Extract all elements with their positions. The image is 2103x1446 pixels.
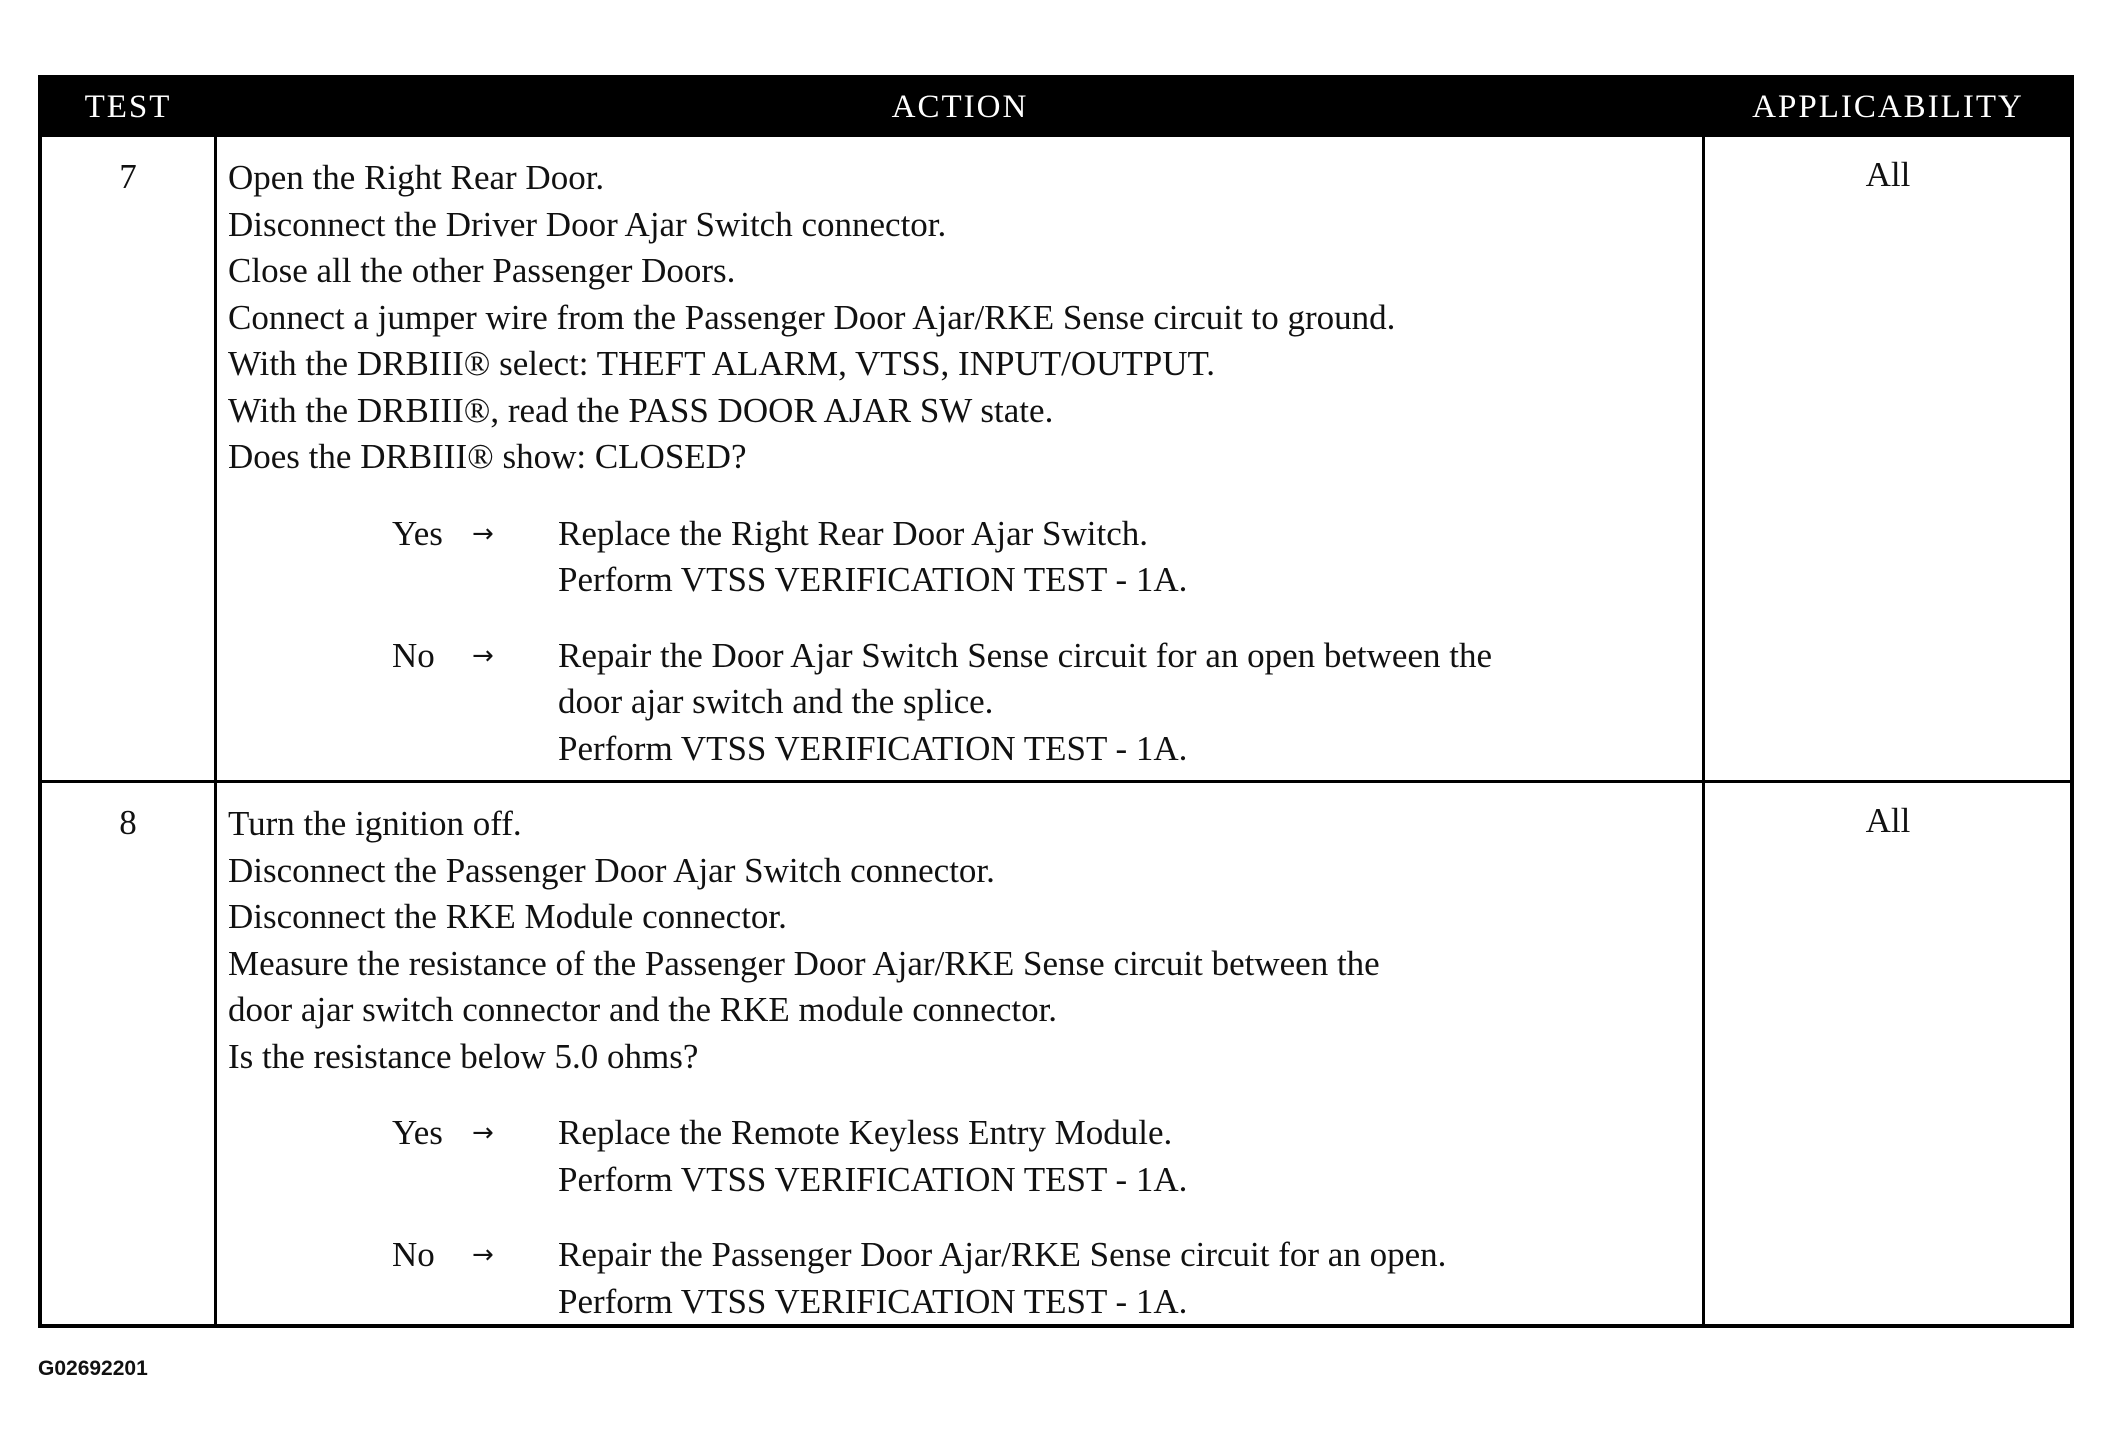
- right-arrow-icon: →: [472, 1118, 494, 1148]
- table-header: [42, 79, 2070, 137]
- action-step: Connect a jumper wire from the Passenger Door Ajar/RKE Sense circuit to ground.: [228, 297, 1396, 337]
- action-step: door ajar switch connector and the RKE module connector.: [228, 990, 1058, 1029]
- action-cell: [228, 801, 1698, 1354]
- outcome-line: door ajar switch and the splice.: [558, 682, 994, 721]
- outcome-label-no: No: [392, 635, 435, 675]
- outcomes: [228, 511, 1698, 773]
- test-number: 7: [119, 157, 137, 196]
- action-step: Turn the ignition off.: [228, 804, 522, 843]
- outcome-no: [228, 633, 1698, 773]
- action-step: Measure the resistance of the Passenger Door Ajar/RKE Sense circuit between the: [228, 943, 1380, 983]
- applicability-value: All: [1865, 801, 1911, 840]
- test-number: 8: [119, 803, 137, 842]
- table-row: [42, 137, 2070, 780]
- action-step: Close all the other Passenger Doors.: [228, 251, 736, 290]
- action-step: With the DRBIII® select: THEFT ALARM, VTSS, INPUT/OUTPUT.: [228, 344, 1216, 383]
- outcome-line: Perform VTSS VERIFICATION TEST - 1A.: [558, 1281, 1188, 1321]
- outcome-label-yes: Yes: [392, 513, 443, 553]
- action-step: Disconnect the Driver Door Ajar Switch connector.: [228, 204, 947, 244]
- right-arrow-icon: →: [472, 1240, 494, 1270]
- outcome-line: Repair the Passenger Door Ajar/RKE Sense circuit for an open.: [558, 1235, 1447, 1274]
- applicability-value: All: [1865, 155, 1911, 194]
- outcome-label-no: No: [392, 1235, 435, 1274]
- outcome-line: Replace the Right Rear Door Ajar Switch.: [558, 513, 1148, 553]
- right-arrow-icon: →: [472, 518, 494, 549]
- outcome-no: [228, 1232, 1698, 1325]
- action-step: Open the Right Rear Door.: [228, 158, 605, 197]
- outcome-yes: [228, 1110, 1698, 1203]
- action-step: Does the DRBIII® show: CLOSED?: [228, 437, 747, 476]
- outcome-line: Perform VTSS VERIFICATION TEST - 1A.: [558, 560, 1188, 599]
- header-applicability: APPLICABILITY: [1752, 89, 2024, 125]
- action-step: With the DRBIII®, read the PASS DOOR AJAR SW state.: [228, 390, 1054, 430]
- outcome-line: Perform VTSS VERIFICATION TEST - 1A.: [558, 728, 1188, 768]
- outcome-yes: [228, 511, 1698, 604]
- action-cell: [228, 155, 1698, 801]
- outcome-line: Perform VTSS VERIFICATION TEST - 1A.: [558, 1159, 1188, 1199]
- figure-id: G02692201: [38, 1357, 148, 1380]
- header-action: ACTION: [891, 89, 1029, 125]
- header-test: TEST: [84, 89, 172, 125]
- action-step: Disconnect the RKE Module connector.: [228, 897, 787, 936]
- outcome-line: Replace the Remote Keyless Entry Module.: [558, 1113, 1173, 1152]
- outcomes: [228, 1110, 1698, 1325]
- action-step: Disconnect the Passenger Door Ajar Switch connector.: [228, 850, 995, 890]
- action-step: Is the resistance below 5.0 ohms?: [228, 1036, 699, 1076]
- outcome-label-yes: Yes: [392, 1113, 443, 1152]
- table-row: [42, 783, 2070, 1324]
- right-arrow-icon: →: [472, 640, 494, 671]
- outcome-line: Repair the Door Ajar Switch Sense circuit for an open between the: [558, 635, 1493, 675]
- diagnostic-test-table: [38, 75, 2074, 1328]
